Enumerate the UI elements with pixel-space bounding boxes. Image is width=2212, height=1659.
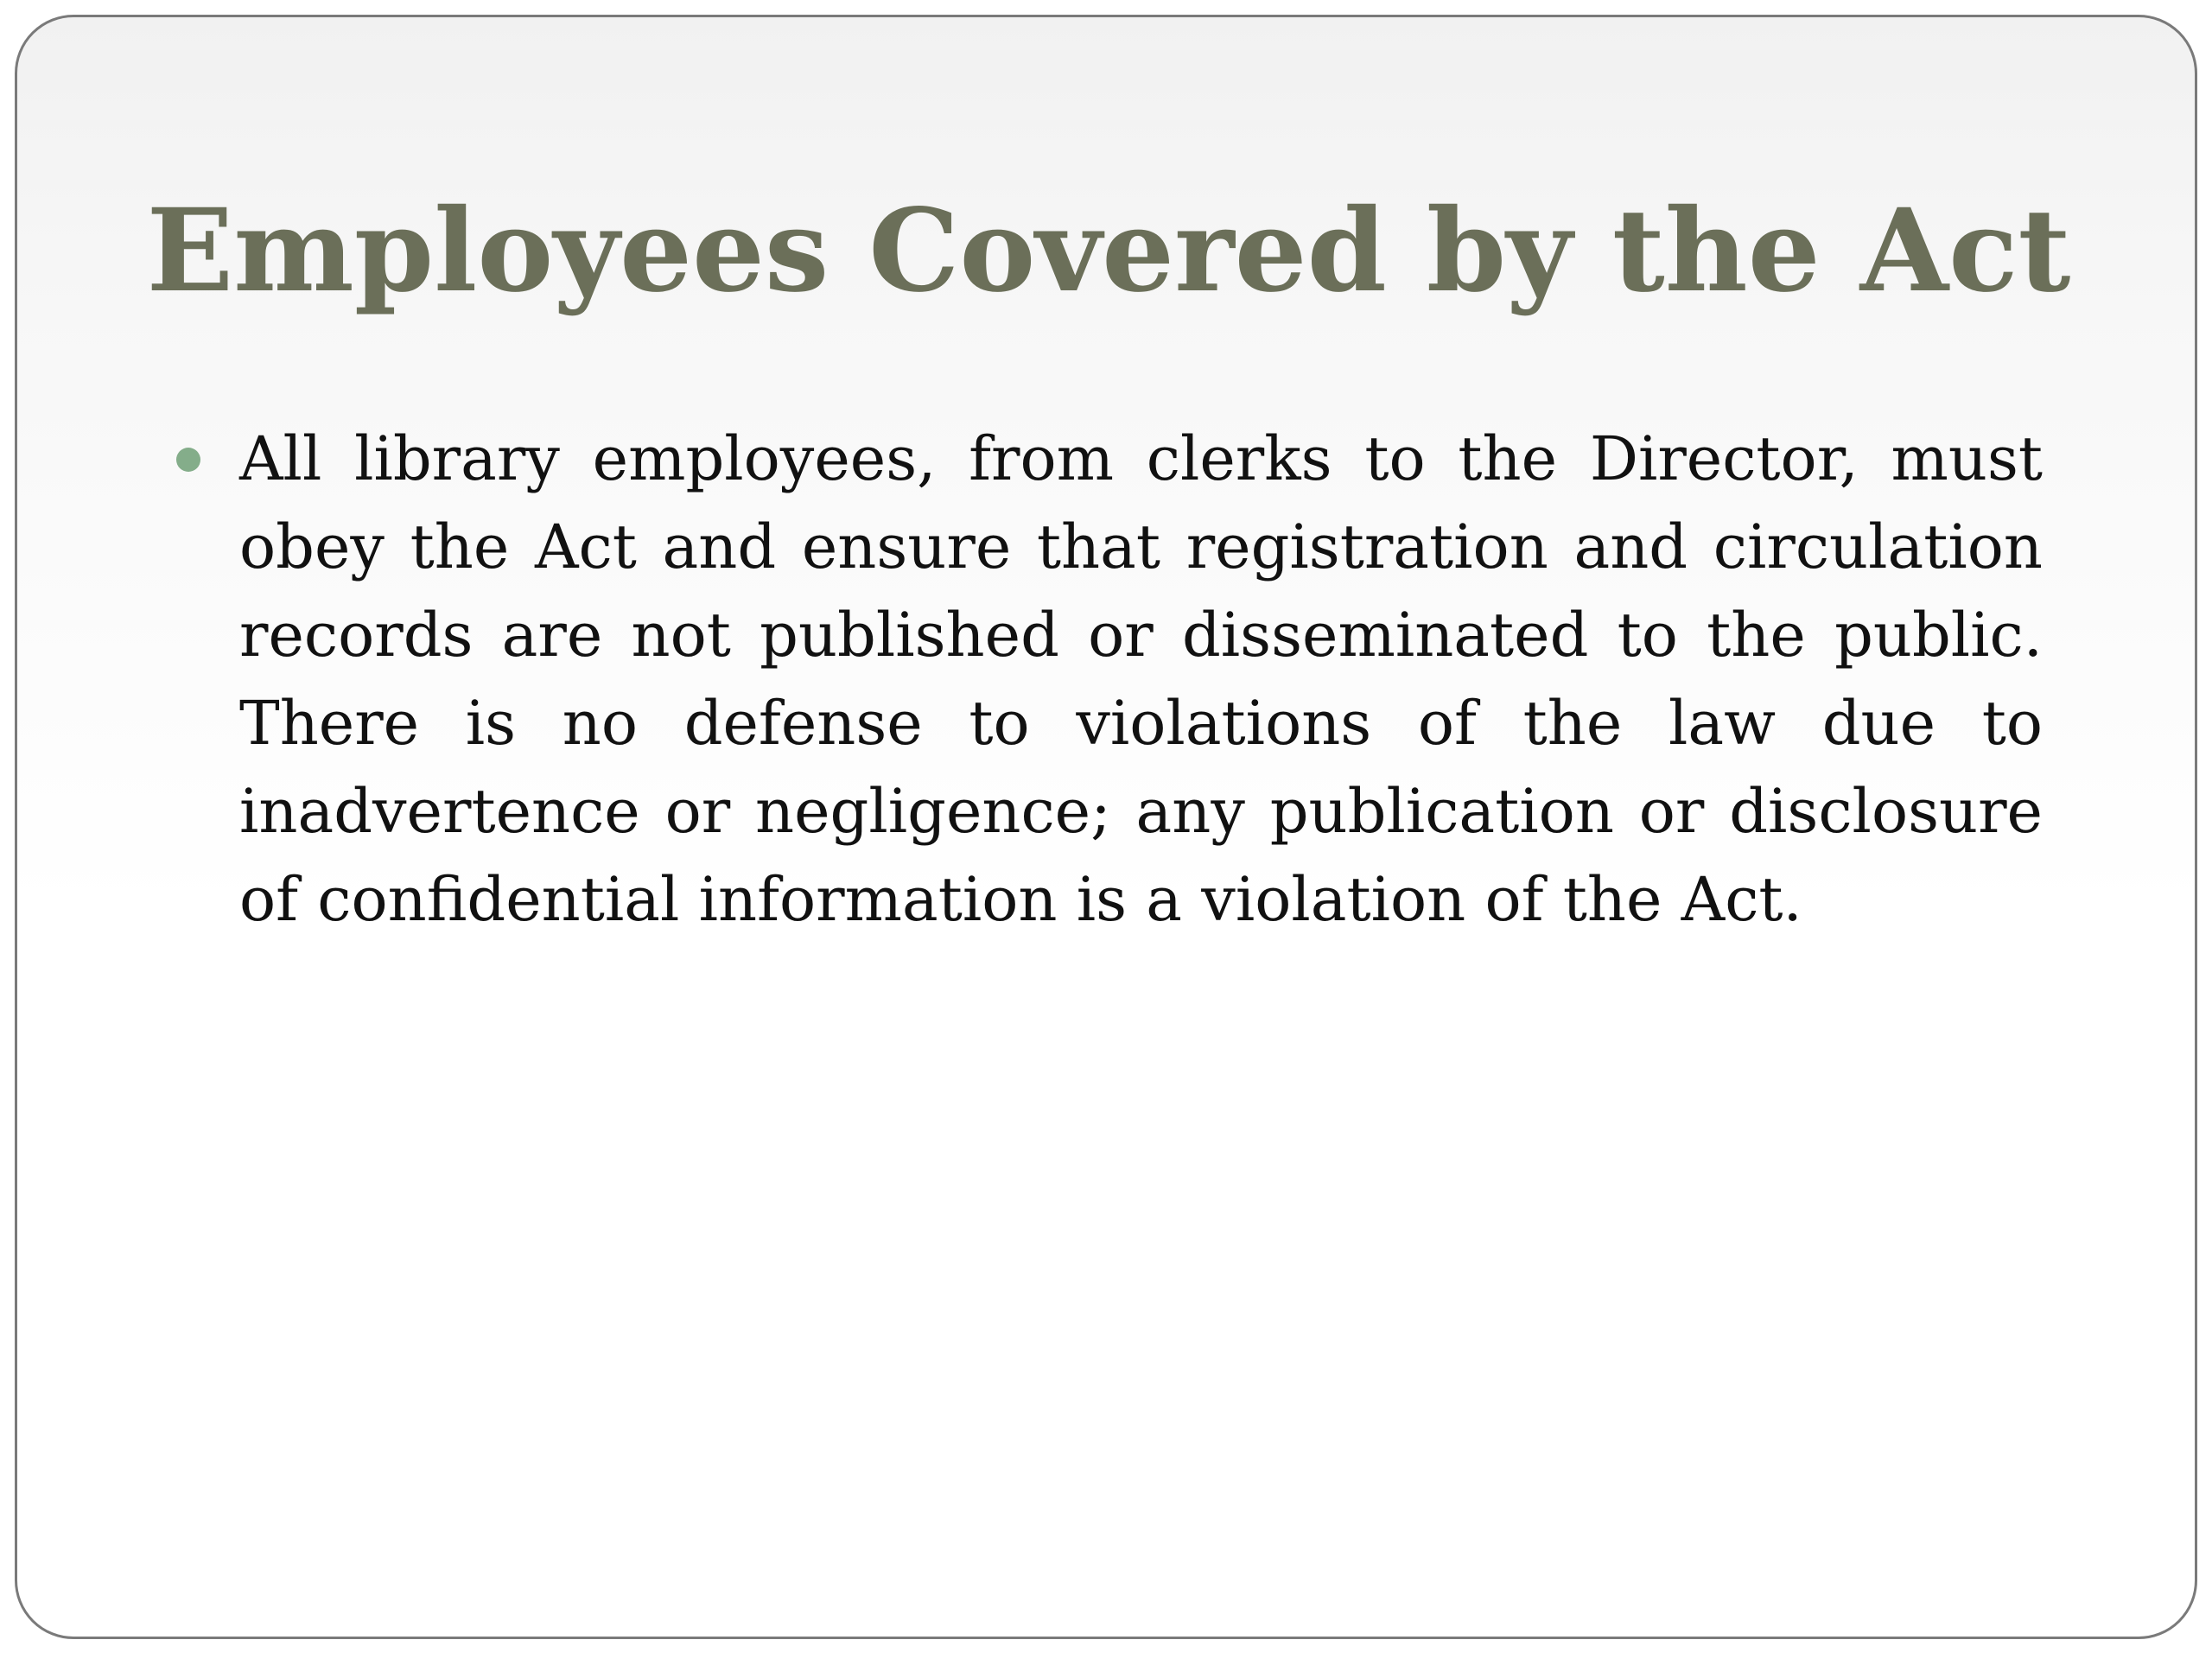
bullet-dot-icon [176, 448, 200, 472]
slide-title: Employees Covered by the Act [146, 184, 2071, 318]
bullet-list [17, 415, 2200, 944]
bullet-item [239, 415, 2043, 944]
slide [15, 15, 2197, 1639]
bullet-text: All library employees, from clerks to the Director, must obey the Act and ensure that registration and circulation records are not published or disseminated to the public. There is no defense to violations of the law due to inadvertence or negligence; any publication or disclosure of confidential information is a violation of the Act. [239, 423, 2043, 935]
